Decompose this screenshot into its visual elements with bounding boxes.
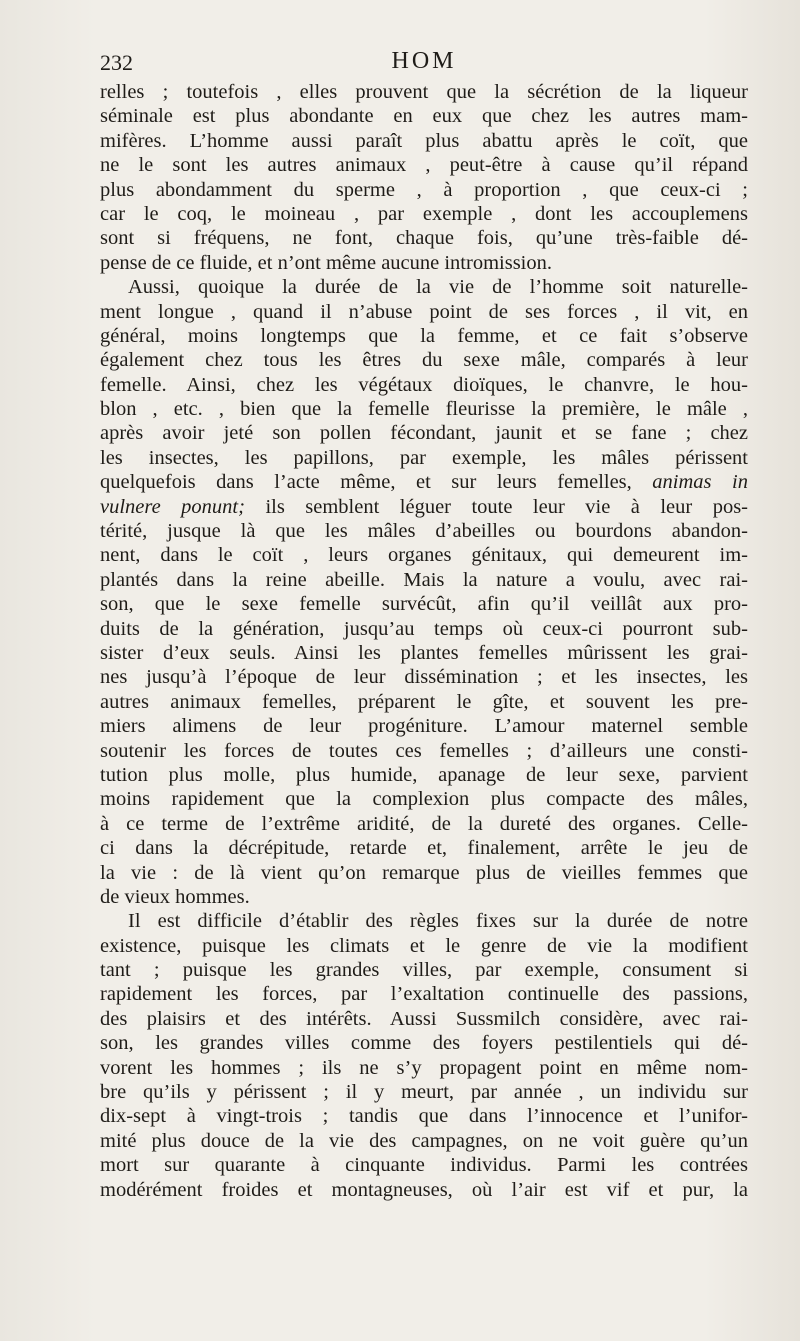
text-line [100, 1129, 748, 1153]
text-line [100, 348, 748, 372]
running-head: HOM [391, 48, 457, 74]
text-line [100, 178, 748, 202]
text-line [100, 934, 748, 958]
text-segment: femelle. Ainsi, chez les végétaux dioïques, le chanvre, le hou- [100, 373, 748, 396]
text-line [100, 617, 748, 641]
text-line [100, 592, 748, 616]
text-line [100, 1007, 748, 1031]
italic-text: animas in [652, 471, 748, 494]
text-segment: quelquefois dans l’acte même, et sur leurs femelles, [100, 471, 653, 494]
text-segment: autres animaux femelles, préparent le gîte, et souvent les pre- [100, 690, 748, 713]
text-line [100, 861, 748, 885]
text-segment: relles ; toutefois , elles prouvent que la sécrétion de la liqueur [100, 81, 748, 103]
text-line [100, 812, 748, 836]
text-segment: duits de la génération, jusqu’au temps où ceux-ci pourront sub- [100, 617, 748, 640]
text-segment: tution plus molle, plus humide, apanage de leur sexe, parvient [100, 763, 748, 786]
text-segment: dix-sept à vingt-trois ; tandis que dans l’innocence et l’unifor- [100, 1105, 748, 1128]
text-line [100, 373, 748, 397]
text-segment: vorent les hommes ; ils ne s’y propagent point en même nom- [100, 1056, 748, 1079]
text-segment: ils semblent léguer toute leur vie à leur pos- [244, 495, 749, 518]
page-header [100, 48, 748, 80]
text-line [100, 1178, 748, 1202]
text-line [100, 446, 748, 470]
text-line [100, 129, 748, 153]
text-segment: également chez tous les êtres du sexe mâle, comparés à leur [100, 349, 748, 372]
text-segment: pense de ce fluide, et n’ont même aucune intromission. [100, 251, 553, 274]
text-line [100, 958, 748, 982]
text-segment: la vie : de là vient qu’on remarque plus de vieilles femmes que [100, 861, 748, 884]
text-segment: bre qu’ils y périssent ; il y meurt, par année , un individu sur [100, 1081, 748, 1104]
text-line [100, 568, 748, 592]
text-segment: de vieux hommes. [100, 885, 250, 908]
text-segment: ne le sont les autres animaux , peut-être à cause qu’il répand [100, 154, 748, 177]
text-line [100, 397, 748, 421]
text-segment: son, que le sexe femelle survécût, afin qu’il veillât aux pro- [100, 593, 748, 616]
text-line [100, 1080, 748, 1104]
text-segment: Il est difficile d’établir des règles fixes sur la durée de notre [128, 910, 748, 933]
text-segment: nes jusqu’à l’époque de leur dissémination ; et les insectes, les [100, 666, 748, 689]
text-segment: car le coq, le moineau , par exemple , dont les accouplemens [100, 202, 748, 225]
text-line [100, 519, 748, 543]
text-segment: séminale est plus abondante en eux que chez les autres mam- [100, 105, 748, 128]
text-segment: plus abondamment du sperme , à proportion , que ceux-ci ; [100, 178, 748, 201]
text-line [100, 470, 748, 494]
text-line [100, 787, 748, 811]
text-line [100, 275, 748, 299]
text-segment: des plaisirs et des intérêts. Aussi Sussmilch considère, avec rai- [100, 1007, 748, 1030]
text-segment: blon , etc. , bien que la femelle fleurisse la première, le mâle , [100, 398, 748, 421]
text-line [100, 104, 748, 128]
text-line [100, 1031, 748, 1055]
text-line [100, 80, 748, 104]
text-line [100, 251, 748, 275]
text-segment: rapidement les forces, par l’exaltation continuelle des passions, [100, 983, 748, 1006]
text-line [100, 1056, 748, 1080]
text-segment: à ce terme de l’extrême aridité, de la dureté des organes. Celle- [100, 812, 748, 835]
text-segment: mité plus douce de la vie des campagnes, on ne voit guère qu’un [100, 1129, 748, 1152]
text-line [100, 153, 748, 177]
text-segment: général, moins longtemps que la femme, et ce fait s’observe [100, 324, 748, 347]
text-line [100, 836, 748, 860]
text-line [100, 665, 748, 689]
text-segment: les insectes, les papillons, par exemple, les mâles périssent [100, 446, 748, 469]
page-number: 232 [100, 50, 133, 75]
text-line [100, 226, 748, 250]
text-line [100, 714, 748, 738]
text-line [100, 909, 748, 933]
text-segment: sont si fréquens, ne font, chaque fois, qu’une très-faible dé- [100, 227, 748, 250]
text-segment: après avoir jeté son pollen fécondant, jaunit et se fane ; chez [100, 422, 748, 445]
text-line [100, 641, 748, 665]
text-segment: térité, jusque là que les mâles d’abeilles ou bourdons abandon- [100, 520, 748, 543]
text-segment: ci dans la décrépitude, retarde et, finalement, arrête le jeu de [100, 837, 748, 860]
text-segment: plantés dans la reine abeille. Mais la nature a voulu, avec rai- [100, 568, 748, 591]
text-segment: son, les grandes villes comme des foyers pestilentiels qui dé- [100, 1032, 748, 1055]
text-segment: modérément froides et montagneuses, où l’air est vif et pur, la [100, 1178, 748, 1201]
text-line [100, 202, 748, 226]
text-line [100, 982, 748, 1006]
text-segment: nent, dans le coït , leurs organes génitaux, qui demeurent im- [100, 544, 748, 567]
body-text [100, 80, 748, 1202]
text-segment: moins rapidement que la complexion plus compacte des mâles, [100, 788, 748, 811]
text-line [100, 495, 748, 519]
text-line [100, 324, 748, 348]
text-segment: sister d’eux seuls. Ainsi les plantes femelles mûrissent les grai- [100, 641, 748, 664]
text-line [100, 690, 748, 714]
text-line [100, 543, 748, 567]
text-line [100, 885, 748, 909]
text-segment: soutenir les forces de toutes ces femelles ; d’ailleurs une consti- [100, 739, 748, 762]
text-line [100, 300, 748, 324]
text-segment: mort sur quarante à cinquante individus. Parmi les contrées [100, 1154, 748, 1177]
text-segment: existence, puisque les climats et le genre de vie la modifient [100, 934, 748, 957]
text-line [100, 421, 748, 445]
text-line [100, 763, 748, 787]
text-segment: tant ; puisque les grandes villes, par exemple, consument si [100, 959, 748, 982]
text-segment: Aussi, quoique la durée de la vie de l’homme soit naturelle- [128, 276, 748, 299]
text-segment: mifères. L’homme aussi paraît plus abattu après le coït, que [100, 129, 748, 152]
text-line [100, 1153, 748, 1177]
text-line [100, 739, 748, 763]
text-segment: miers alimens de leur progéniture. L’amour maternel semble [100, 715, 748, 738]
text-segment: ment longue , quand il n’abuse point de ses forces , il vit, en [100, 300, 748, 323]
text-line [100, 1104, 748, 1128]
italic-text: vulnere ponunt; [100, 495, 245, 518]
